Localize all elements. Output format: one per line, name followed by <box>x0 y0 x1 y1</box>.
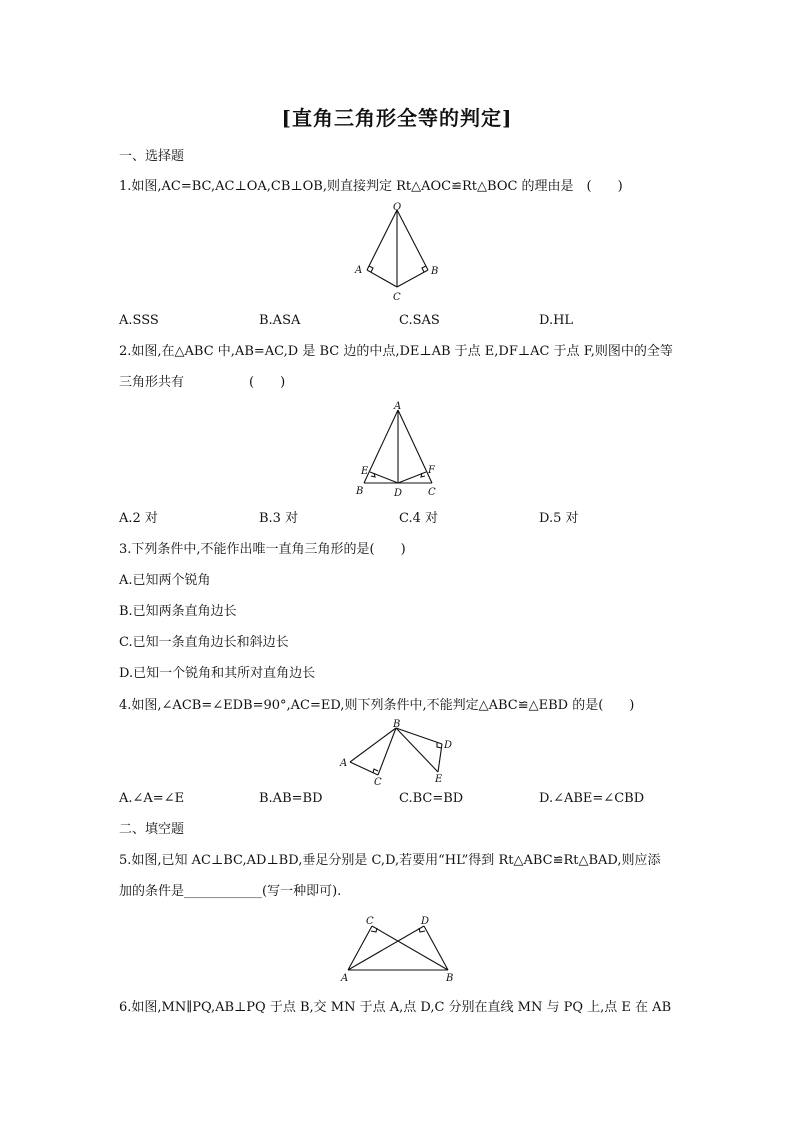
question-4-stem: 4.如图,∠ACB=∠EDB=90°,AC=ED,则下列条件中,不能判定△ABC≌△EBD 的是( ) <box>119 698 635 713</box>
label-a: A <box>394 401 402 412</box>
question-4-figure <box>336 716 460 786</box>
question-5-stem-line-1: 5.如图,已知 AC⊥BC,AD⊥BD,垂足分别是 C,D,若要用“HL”得到 Rt△ABC≌Rt△BAD,则应添 <box>119 853 661 868</box>
question-2-option-c: C.4 对 <box>399 511 439 526</box>
section-fill-heading: 二、填空题 <box>119 822 185 837</box>
question-1-figure <box>340 200 450 306</box>
page-title: [直角三角形全等的判定] <box>281 106 513 130</box>
question-2-figure <box>350 398 446 502</box>
question-3-stem: 3.下列条件中,不能作出唯一直角三角形的是( ) <box>119 542 406 557</box>
label-d: D <box>394 488 403 499</box>
label-c: C <box>366 916 374 927</box>
question-6-stem: 6.如图,MN∥PQ,AB⊥PQ 于点 B,交 MN 于点 A,点 D,C 分别在直线 MN 与 PQ 上,点 E 在 AB <box>119 1000 672 1015</box>
question-4-option-a: A.∠A=∠E <box>119 791 185 806</box>
label-d: D <box>444 740 453 751</box>
question-3-option-d: D.已知一个锐角和其所对直角边长 <box>119 666 316 681</box>
question-4-option-d: D.∠ABE=∠CBD <box>539 791 645 806</box>
question-1-option-b: B.ASA <box>259 313 301 328</box>
question-1-option-c: C.SAS <box>399 313 440 328</box>
right-angle-mark-c <box>373 769 378 773</box>
question-3-option-a: A.已知两个锐角 <box>119 573 211 588</box>
label-b: B <box>431 266 439 277</box>
question-2-option-d: D.5 对 <box>539 511 579 526</box>
question-4-option-b: B.AB=BD <box>259 791 323 806</box>
label-o: O <box>393 202 402 213</box>
label-b: B <box>393 719 401 730</box>
question-1-option-a: A.SSS <box>119 313 159 328</box>
question-4-option-c: C.BC=BD <box>399 791 464 806</box>
question-2-stem-line-1: 2.如图,在△ABC 中,AB=AC,D 是 BC 边的中点,DE⊥AB 于点 E,DF⊥AC 于点 F,则图中的全等 <box>119 344 673 359</box>
question-3-option-b: B.已知两条直角边长 <box>119 604 237 619</box>
question-2-option-a: A.2 对 <box>119 511 158 526</box>
label-e: E <box>361 466 369 477</box>
question-2-option-b: B.3 对 <box>259 511 299 526</box>
label-a: A <box>341 973 349 984</box>
label-c: C <box>374 777 382 786</box>
section-choice-heading: 一、选择题 <box>119 149 185 164</box>
label-b: B <box>356 486 364 497</box>
question-2-stem-line-2: 三角形共有 ( ) <box>119 375 286 390</box>
label-c: C <box>428 487 436 498</box>
label-f: F <box>428 465 435 476</box>
label-d: D <box>421 916 430 927</box>
label-c: C <box>393 292 401 303</box>
label-e: E <box>435 774 443 785</box>
question-1-option-d: D.HL <box>539 313 574 328</box>
question-3-option-c: C.已知一条直角边长和斜边长 <box>119 635 289 650</box>
question-1-stem: 1.如图,AC=BC,AC⊥OA,CB⊥OB,则直接判定 Rt△AOC≌Rt△BOC 的理由是 ( ) <box>119 179 623 194</box>
label-a: A <box>355 265 363 276</box>
label-b: B <box>446 973 454 984</box>
question-5-stem-line-2: 加的条件是____________(写一种即可). <box>119 884 342 899</box>
label-a: A <box>340 758 348 769</box>
question-5-figure <box>336 908 460 984</box>
